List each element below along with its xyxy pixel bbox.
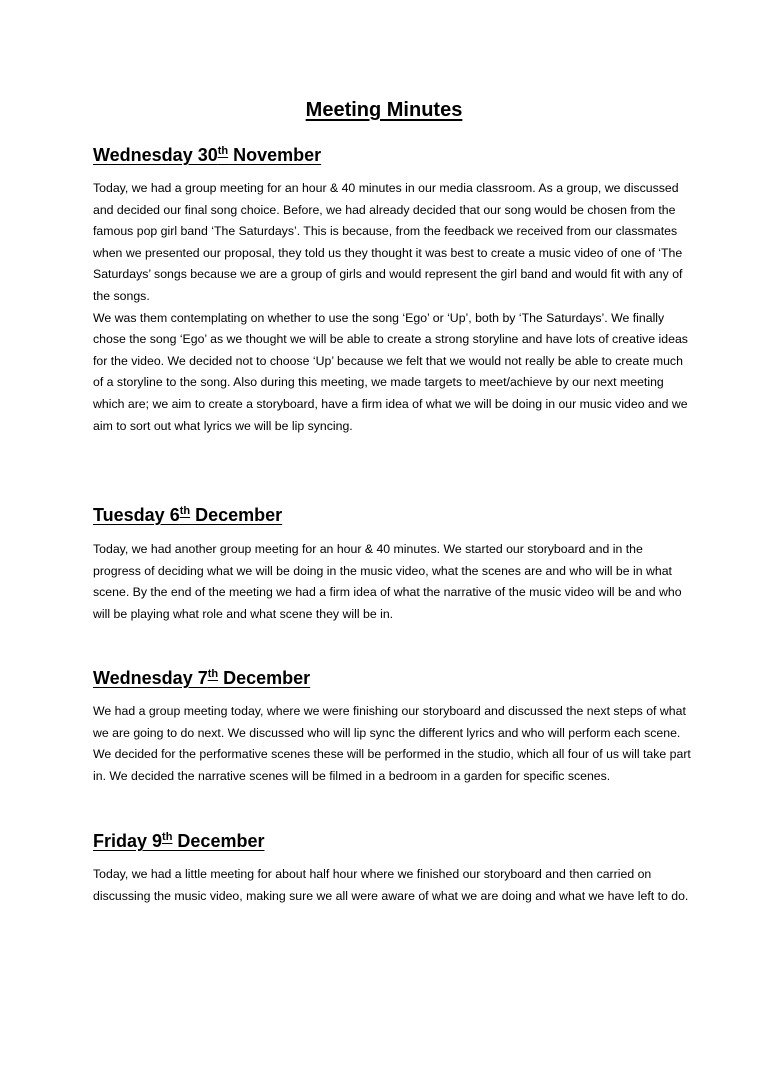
entry-heading xyxy=(93,502,693,528)
entry-wednesday-30-november xyxy=(93,142,693,437)
heading-ordinal: th xyxy=(179,505,191,517)
heading-month: December xyxy=(172,831,265,851)
heading-ordinal: th xyxy=(207,668,219,680)
heading-day: Tuesday 6 xyxy=(93,505,180,525)
entry-tuesday-6-december xyxy=(93,502,693,625)
entry-heading xyxy=(93,665,693,691)
heading-day: Wednesday 7 xyxy=(93,668,208,688)
entry-paragraph: Today, we had a little meeting for about half hour where we finished our storyboard and then carried on discussing the music video, making sure we all were aware of what we are doing and what we have left to do. xyxy=(93,867,689,903)
heading-day: Friday 9 xyxy=(93,831,163,851)
entry-paragraph: We had a group meeting today, where we were finishing our storyboard and discussed the next steps of what we are going to do next. We discussed who will lip sync the different lyrics and who will perform each scene. We decided for the performative scenes these will be performed in the studio, which all four of us will take part in. We decided the narrative scenes will be filmed in a bedroom in a garden for specific scenes. xyxy=(93,704,691,783)
entry-paragraph: We was them contemplating on whether to use the song ‘Ego’ or ‘Up’, both by ‘The Saturdays’. We finally chose the song ‘Ego’ as we thought we will be able to create a strong storyline and have lots of creative ideas for the video. We decided not to choose ‘Up’ because we felt that we would not really be able to create much of a storyline to the song. Also during this meeting, we made targets to meet/achieve by our next meeting which are; we aim to create a storyboard, have a firm idea of what we will be doing in our music video and we aim to sort out what lyrics we will be lip syncing. xyxy=(93,310,688,433)
heading-ordinal: th xyxy=(162,831,173,843)
entry-heading xyxy=(93,142,693,168)
entry-wednesday-7-december xyxy=(93,665,693,787)
page-title: Meeting Minutes xyxy=(305,99,463,121)
heading-month: December xyxy=(190,505,283,525)
entry-paragraph: Today, we had a group meeting for an hour & 40 minutes in our media classroom. As a group, we discussed and decided our final song choice. Before, we had already decided that our song would be chosen from the famous pop girl band ‘The Saturdays’. This is because, from the feedback we received from our classmates when we presented our proposal, they told us they thought it was best to create a music video of one of ‘The Saturdays’ songs because we are a group of girls and would represent the girl band and would fit with any of the songs. xyxy=(93,181,683,303)
entry-friday-9-december xyxy=(93,828,693,907)
heading-day: Wednesday 30 xyxy=(93,145,218,165)
entry-paragraph: Today, we had another group meeting for an hour & 40 minutes. We started our storyboard and in the progress of deciding what we will be doing in the music video, what the scenes are and who will be in what scene. By the end of the meeting we had a firm idea of what the narrative of the music video will be and who will be playing what role and what scene they will be in. xyxy=(93,542,682,621)
heading-ordinal: th xyxy=(217,145,229,157)
heading-month: December xyxy=(218,668,311,688)
heading-month: November xyxy=(228,145,322,165)
entry-heading xyxy=(93,828,693,854)
